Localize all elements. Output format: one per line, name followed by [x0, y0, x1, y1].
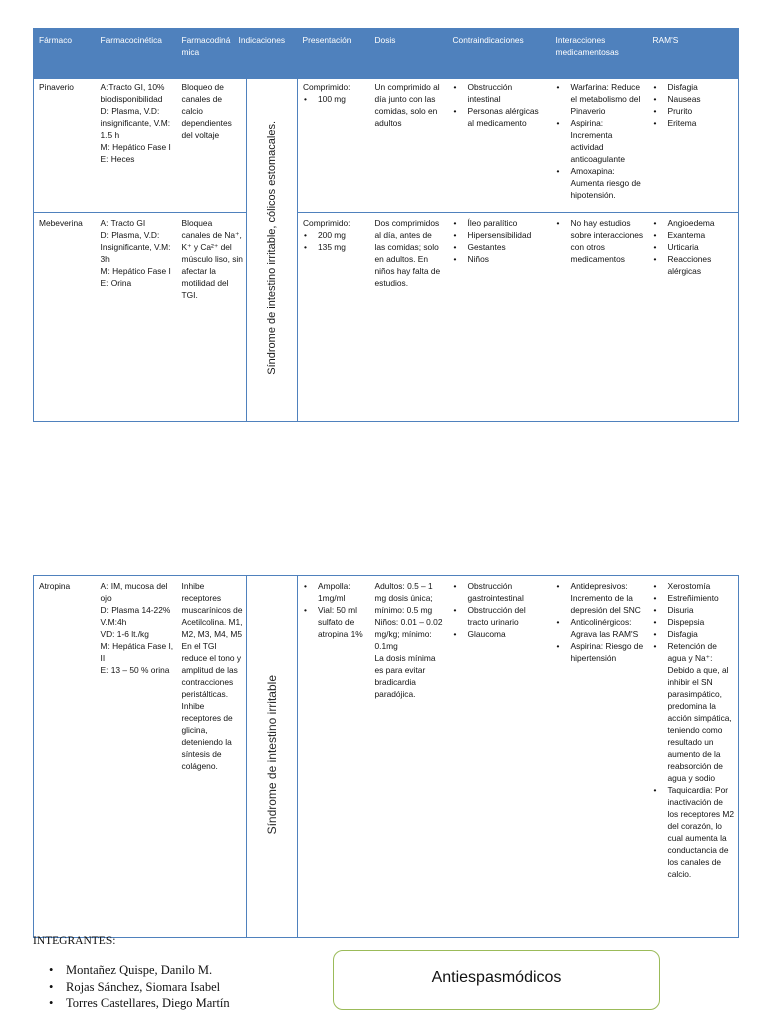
interacciones-cell — [551, 213, 648, 422]
list-item: • Reacciones alérgicas — [653, 253, 736, 277]
farmacocinetica-line: A: Tracto GI — [100, 218, 146, 228]
list-item: • 135 mg — [303, 241, 367, 253]
farmacocinetica-line: M: Hepático Fase I — [100, 266, 171, 276]
list-item: • Obstrucción intestinal — [453, 81, 548, 105]
dosis-text: Un comprimido al día junto con las comidas, solo en adultos — [374, 82, 440, 128]
presentacion-list — [303, 580, 367, 640]
header-presentacion: Presentación — [302, 35, 352, 45]
presentacion-label: Comprimido: — [303, 82, 351, 92]
header-contraindicaciones: Contraindicaciones — [452, 35, 524, 45]
header-farmacodinamica: Farmacodinámica — [181, 35, 231, 57]
table-row — [34, 77, 739, 213]
farmacocinetica-line: VD: 1-6 lt./kg — [100, 629, 149, 639]
farmacodinamica-text: Inhibe receptores de glicina, deteniendo la síntesis de colágeno. — [181, 701, 233, 771]
list-item: • Torres Castellares, Diego Martín — [48, 995, 230, 1012]
contraindicaciones-list — [453, 217, 548, 265]
dosis-cell — [370, 213, 448, 422]
interacciones-cell — [551, 77, 648, 213]
drug-name: Mebeverina — [39, 218, 83, 228]
list-item: • Warfarina: Reduce el metabolismo del Pinaverio — [556, 81, 645, 117]
farmacodinamica-cell — [177, 213, 247, 422]
farmacodinamica-text: Bloquea canales de Na⁺, K⁺ y Ca²⁺ del músculo liso, sin afectar la motilidad del TGI. — [181, 218, 243, 300]
list-item: • Gestantes — [453, 241, 548, 253]
indicaciones-cell — [247, 77, 298, 422]
interacciones-list — [556, 580, 645, 664]
farmacocinetica-line: E: Orina — [100, 278, 132, 288]
list-item: • Anticolinérgicos: Agrava las RAM'S — [556, 616, 645, 640]
indicaciones-text: Síndrome de intestino irritable — [265, 675, 279, 835]
list-item: • Angioedema — [653, 217, 736, 229]
rams-cell — [648, 213, 739, 422]
farmacocinetica-line: A:Tracto GI, 10% biodisponibilidad — [100, 82, 165, 104]
topic-label: Antiespasmódicos — [431, 969, 562, 986]
presentacion-cell — [298, 213, 370, 422]
list-item: • Eritema — [653, 117, 736, 129]
list-item: • Ampolla: 1mg/ml — [303, 580, 367, 604]
indicaciones-cell — [247, 576, 298, 938]
integrantes-list — [48, 962, 230, 1012]
list-item: • Hipersensibilidad — [453, 229, 548, 241]
dosis-cell — [370, 77, 448, 213]
farmacocinetica-line: D: Plasma, V.D: Insignificante, V.M: 3h — [100, 230, 171, 264]
interacciones-list — [556, 81, 645, 201]
farmacocinetica-cell — [96, 77, 177, 213]
list-item: • Obstrucción del tracto urinario — [453, 604, 548, 628]
header-dosis: Dosis — [374, 35, 396, 45]
farmacocinetica-line: M: Hepática Fase I, II — [100, 641, 174, 663]
dosis-text: Adultos: 0.5 – 1 mg dosis única; mínimo: 0.5 mg — [374, 581, 433, 615]
header-farmacocinetica: Farmacocinética — [100, 35, 162, 45]
table-row — [34, 213, 739, 422]
dosis-cell — [370, 576, 448, 938]
interacciones-cell — [551, 576, 648, 938]
list-item: • Íleo paralítico — [453, 217, 548, 229]
rams-cell — [648, 77, 739, 213]
farmacocinetica-line: D: Plasma 14-22% V.M:4h — [100, 605, 171, 627]
list-item: • Montañez Quispe, Danilo M. — [48, 962, 230, 979]
presentacion-list — [303, 93, 367, 105]
farmacocinetica-line: E: Heces — [100, 154, 135, 164]
list-item: • Estreñimiento — [653, 592, 736, 604]
farmacodinamica-cell — [177, 576, 247, 938]
list-item: • Disfagia — [653, 81, 736, 93]
drug-name: Pinaverio — [34, 77, 96, 213]
table-2-body — [33, 575, 739, 938]
contraindicaciones-cell — [448, 77, 551, 213]
presentacion-cell — [298, 77, 370, 213]
presentacion-cell — [298, 576, 370, 938]
presentacion-label: Comprimido: — [303, 218, 351, 228]
list-item: • Nauseas — [653, 93, 736, 105]
contraindicaciones-cell — [448, 576, 551, 938]
interacciones-list — [556, 217, 645, 265]
list-item: • Dispepsia — [653, 616, 736, 628]
list-item: • Amoxapina: Aumenta riesgo de hipotensión. — [556, 165, 645, 201]
list-item: • Urticaria — [653, 241, 736, 253]
dosis-text: Dos comprimidos al día, antes de las comidas; solo en adultos. En niños hay falta de estudios. — [374, 218, 441, 288]
contraindicaciones-list — [453, 81, 548, 129]
list-item: • Rojas Sánchez, Siomara Isabel — [48, 979, 230, 996]
contraindicaciones-list — [453, 580, 548, 640]
integrantes-title: INTEGRANTES: — [33, 935, 116, 947]
list-item: • Personas alérgicas al medicamento — [453, 105, 548, 129]
rams-cell — [648, 576, 739, 938]
farmacocinetica-line: M: Hepático Fase I — [100, 142, 171, 152]
farmacodinamica-text: Inhibe receptores muscarínicos de Acetilcolina. M1, M2, M3, M4, M5 — [181, 581, 243, 639]
list-item: • Retención de agua y Na⁺: Debido a que, al inhibir el SN parasimpático, predomina la acción simpática, teniendo como resultado un aumento de la reabsorción de agua y sodio — [653, 640, 736, 784]
farmacocinetica-line: D: Plasma, V.D: insignificante, V.M: 1.5 h — [100, 106, 171, 140]
list-item: • Disuria — [653, 604, 736, 616]
contraindicaciones-cell — [448, 213, 551, 422]
rams-list — [653, 580, 736, 880]
indicaciones-text: Síndrome de intestino irritable, cólicos estomacales. — [265, 120, 278, 375]
farmacocinetica-line: A: IM, mucosa del ojo — [100, 581, 168, 603]
farmacodinamica-text: En el TGI reduce el tono y amplitud de las contracciones peristálticas. — [181, 641, 242, 699]
header-farmaco: Fármaco — [39, 35, 73, 45]
dosis-text: La dosis mínima es para evitar bradicardia paradójica. — [374, 653, 436, 699]
header-rams: RAM'S — [652, 35, 679, 45]
list-item: • Prurito — [653, 105, 736, 117]
table-1-header — [33, 28, 739, 79]
farmacocinetica-cell — [96, 213, 177, 422]
list-item: • Exantema — [653, 229, 736, 241]
list-item: • Glaucoma — [453, 628, 548, 640]
table-row — [34, 576, 739, 938]
farmacodinamica-cell — [177, 77, 247, 213]
table-1-body — [33, 76, 739, 422]
list-item: • Aspirina: Incrementa actividad anticoagulante — [556, 117, 645, 165]
list-item: • Aspirina: Riesgo de hipertensión — [556, 640, 645, 664]
list-item: • No hay estudios sobre interacciones con otros medicamentos — [556, 217, 645, 265]
farmacocinetica-line: E: 13 – 50 % orina — [100, 665, 170, 675]
header-indicaciones: Indicaciones — [238, 35, 286, 45]
list-item: • Taquicardia: Por inactivación de los receptores M2 del corazón, lo cual aumenta la conductancia de los canales de calcio. — [653, 784, 736, 880]
farmacocinetica-cell — [96, 576, 177, 938]
list-item: • Disfagia — [653, 628, 736, 640]
topic-box — [333, 950, 660, 1010]
list-item: • 200 mg — [303, 229, 367, 241]
rams-list — [653, 217, 736, 277]
presentacion-list — [303, 229, 367, 253]
list-item: • Niños — [453, 253, 548, 265]
header-row — [34, 29, 739, 79]
farmacodinamica-text: Bloqueo de canales de calcio dependientes del voltaje — [181, 82, 232, 140]
rams-list — [653, 81, 736, 129]
dosis-text: Niños: 0.01 – 0.02 mg/kg; mínimo: 0.1mg — [374, 617, 443, 651]
drug-name: Atropina — [39, 581, 71, 591]
list-item: • 100 mg — [303, 93, 367, 105]
list-item: • Obstrucción gastrointestinal — [453, 580, 548, 604]
list-item: • Xerostomía — [653, 580, 736, 592]
header-interacciones: Interacciones medicamentosas — [555, 35, 619, 57]
list-item: • Vial: 50 ml sulfato de atropina 1% — [303, 604, 367, 640]
list-item: • Antidepresivos: Incremento de la depresión del SNC — [556, 580, 645, 616]
